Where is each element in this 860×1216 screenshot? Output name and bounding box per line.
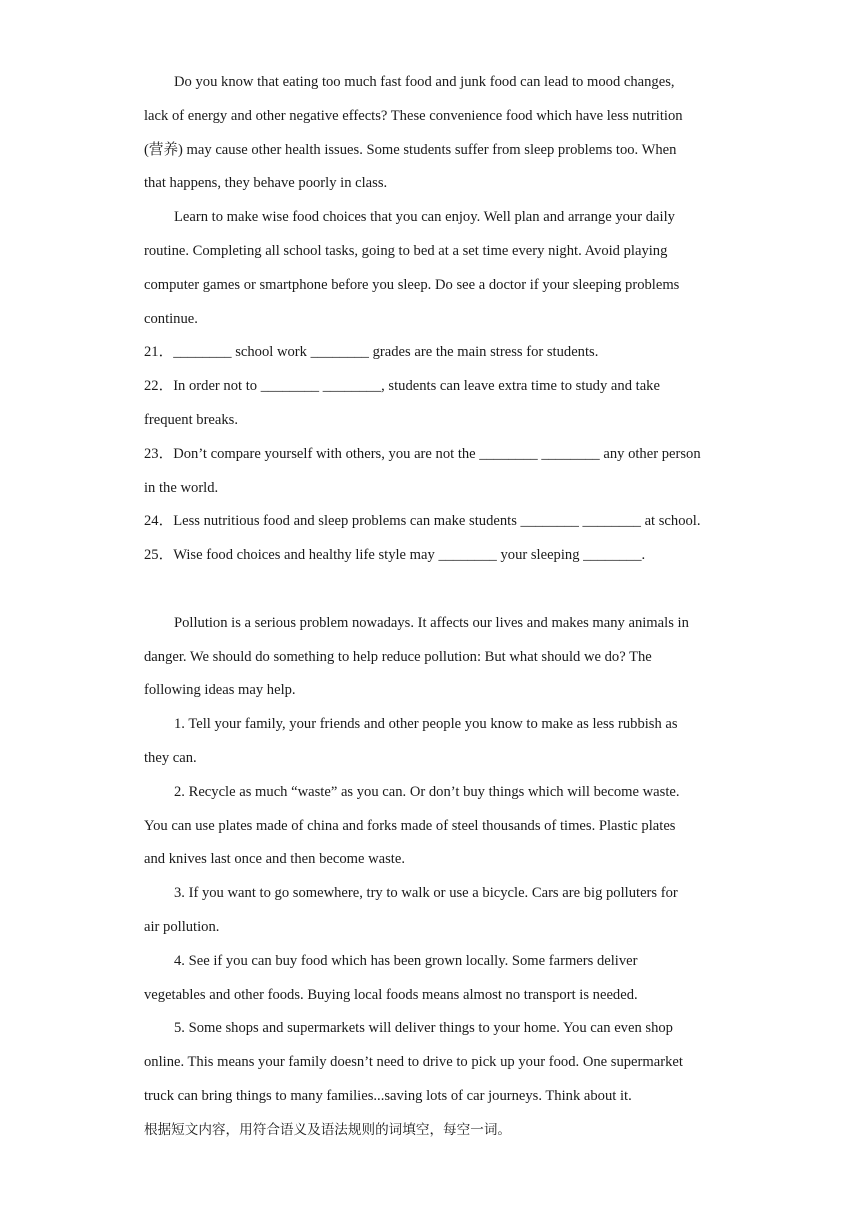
- question-22-continued: frequent breaks.: [144, 411, 239, 428]
- text-line: Pollution is a serious problem nowadays. It affects our lives and makes many animals in: [174, 614, 689, 631]
- text-line: 4. See if you can buy food which has been grown locally. Some farmers deliver: [174, 952, 638, 969]
- text-line: they can.: [144, 749, 197, 766]
- passage2-idea-1: [144, 708, 719, 776]
- passage1-paragraph1: [144, 66, 719, 201]
- passage2-idea-2: [144, 776, 719, 877]
- text-line: truck can bring things to many families...saving lots of car journeys. Think about it.: [144, 1087, 632, 1104]
- text-line: (营养) may cause other health issues. Some students suffer from sleep problems too. When: [144, 141, 677, 158]
- passage2-idea-4: [144, 945, 719, 1013]
- passage1-paragraph2: [144, 201, 719, 336]
- question-21: 21．________ school work ________ grades are the main stress for students.: [144, 344, 599, 361]
- question-23-continued: in the world.: [144, 479, 219, 496]
- passage2-idea-5: [144, 1012, 719, 1113]
- section-spacer: [144, 573, 719, 607]
- question-25: 25．Wise food choices and healthy life style may ________ your sleeping ________.: [144, 547, 646, 564]
- text-line: that happens, they behave poorly in class.: [144, 175, 388, 192]
- text-line: computer games or smartphone before you sleep. Do see a doctor if your sleeping problems: [144, 276, 680, 293]
- text-line: 2. Recycle as much “waste” as you can. Or don’t buy things which will become waste.: [174, 783, 680, 800]
- question-23: 23．Don’t compare yourself with others, you are not the ________ ________ any other person: [144, 445, 701, 462]
- text-line: Learn to make wise food choices that you can enjoy. Well plan and arrange your daily: [174, 209, 675, 226]
- question-list: [144, 336, 719, 573]
- text-line: routine. Completing all school tasks, going to bed at a set time every night. Avoid playing: [144, 242, 668, 259]
- document-page: [144, 66, 719, 1148]
- text-line: air pollution.: [144, 918, 220, 935]
- text-line: Do you know that eating too much fast food and junk food can lead to mood changes,: [174, 74, 675, 90]
- text-line: You can use plates made of china and forks made of steel thousands of times. Plastic plates: [144, 817, 676, 834]
- text-line: 3. If you want to go somewhere, try to walk or use a bicycle. Cars are big polluters for: [174, 885, 678, 902]
- passage2-idea-3: [144, 877, 719, 945]
- text-line: danger. We should do something to help reduce pollution: But what should we do? The: [144, 648, 652, 665]
- question-22: 22．In order not to ________ ________, students can leave extra time to study and take: [144, 378, 660, 395]
- text-line: 1. Tell your family, your friends and other people you know to make as less rubbish as: [174, 716, 678, 733]
- text-line: and knives last once and then become waste.: [144, 851, 405, 868]
- text-line: online. This means your family doesn’t need to drive to pick up your food. One supermarket: [144, 1054, 683, 1071]
- question-24: 24．Less nutritious food and sleep problems can make students ________ ________ at school.: [144, 513, 701, 530]
- instruction-text: 根据短文内容，用符合语义及语法规则的词填空，每空一词。: [144, 1121, 512, 1138]
- text-line: following ideas may help.: [144, 682, 296, 699]
- text-line: lack of energy and other negative effects? These convenience food which have less nutrition: [144, 107, 683, 124]
- text-line: 5. Some shops and supermarkets will deliver things to your home. You can even shop: [174, 1020, 673, 1037]
- passage2-intro: [144, 607, 719, 708]
- text-line: vegetables and other foods. Buying local foods means almost no transport is needed.: [144, 986, 638, 1003]
- text-line: continue.: [144, 310, 198, 327]
